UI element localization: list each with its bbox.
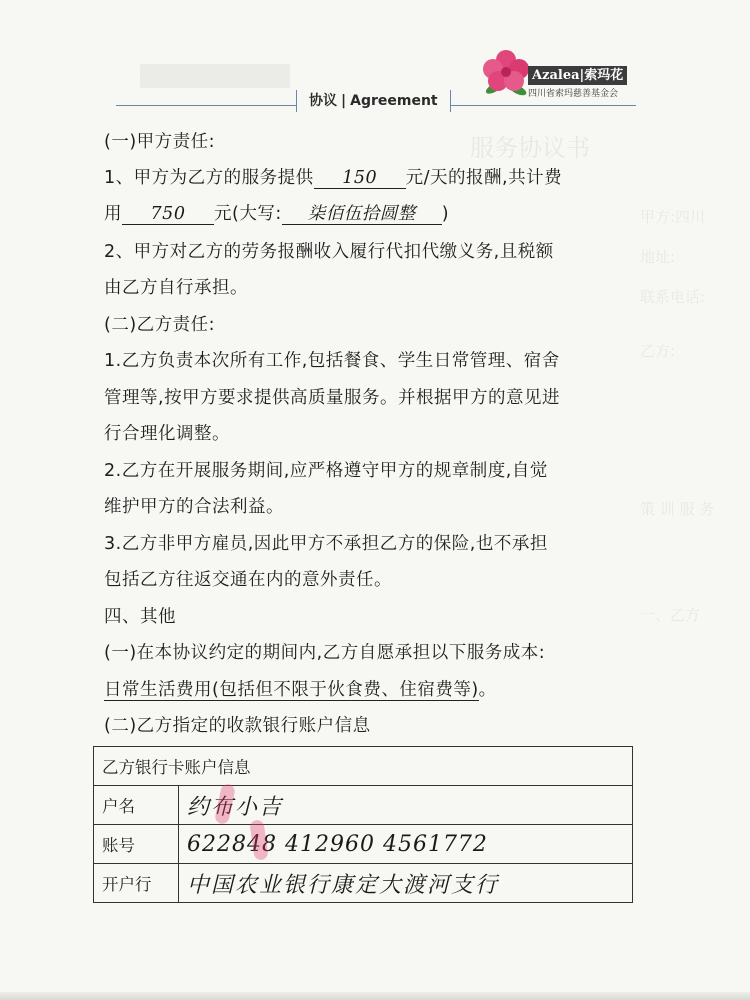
ghost-text: 一、乙方 xyxy=(640,606,701,624)
clause-b3-line1: 3.乙方非甲方雇员,因此甲方不承担乙方的保险,也不承担 xyxy=(104,534,548,554)
account-number-label: 账号 xyxy=(94,825,179,864)
title-en: Agreement xyxy=(350,93,438,109)
clause-b1-line1: 1.乙方负责本次所有工作,包括餐食、学生日常管理、宿舍 xyxy=(104,351,560,371)
scan-edge xyxy=(0,992,750,1000)
clause-other1: (一)在本协议约定的期间内,乙方自愿承担以下服务成本: xyxy=(104,643,546,663)
title-cn: 协议 xyxy=(309,93,337,109)
clause-b1-line2: 管理等,按甲方要求提供高质量服务。并根据甲方的意见进 xyxy=(104,388,561,408)
clause-a1-line2 xyxy=(104,202,449,226)
clause-b2-line2: 维护甲方的合法利益。 xyxy=(104,497,284,517)
section-other-title: 四、其他 xyxy=(104,607,176,627)
clause-text: 元(大写: xyxy=(214,204,282,224)
ghost-text: 地址: xyxy=(640,248,676,266)
section-party-b-title: (二)乙方责任: xyxy=(104,315,216,335)
clause-text: 元/天的报酬,共计费 xyxy=(405,168,563,188)
clause-text: ) xyxy=(441,204,450,224)
ghost-text: 乙方: xyxy=(640,342,676,360)
bank-account-table xyxy=(93,746,633,903)
title-separator: | xyxy=(341,93,347,109)
clause-a2-line1: 2、甲方对乙方的劳务报酬收入履行代扣代缴义务,且税额 xyxy=(104,242,554,262)
table-row xyxy=(94,825,633,864)
brand-label: Azalea|索玛花 xyxy=(528,66,627,85)
foundation-name: 四川省索玛慈善基金会 xyxy=(528,89,619,99)
total-fee-capital-field: 柒佰伍拾圆整 xyxy=(282,204,442,225)
service-cost-text: 日常生活费用(包括但不限于伙食费、住宿费等) xyxy=(104,680,479,700)
brand-cn: 索玛花 xyxy=(584,68,624,83)
ghost-text: 甲方:四川 xyxy=(640,208,706,226)
clause-other1-cost xyxy=(104,678,497,702)
bank-branch-label: 开户行 xyxy=(94,864,179,903)
clause-a2-line2: 由乙方自行承担。 xyxy=(104,278,248,298)
azalea-flower-icon xyxy=(480,48,532,100)
clause-text: 1、甲方为乙方的服务提供 xyxy=(104,168,314,188)
section-party-a-title: (一)甲方责任: xyxy=(104,132,216,152)
table-row xyxy=(94,786,633,825)
bank-branch-value: 中国农业银行康定大渡河支行 xyxy=(179,864,633,903)
clause-b2-line1: 2.乙方在开展服务期间,应严格遵守甲方的规章制度,自觉 xyxy=(104,461,548,481)
ghost-text: 联系电话: xyxy=(640,288,706,306)
account-number-value: 622848 412960 4561772 xyxy=(179,825,633,864)
table-row xyxy=(94,747,633,786)
ghost-text: 策 训 服 务 xyxy=(640,500,715,518)
account-name-label: 户名 xyxy=(94,786,179,825)
brand-en: Azalea xyxy=(532,68,580,83)
account-name-value: 约布小吉 xyxy=(179,786,633,825)
table-title: 乙方银行卡账户信息 xyxy=(94,747,633,786)
daily-rate-field: 150 xyxy=(314,168,406,189)
header-title xyxy=(296,90,451,112)
clause-text: 用 xyxy=(104,204,122,224)
clause-b1-line3: 行合理化调整。 xyxy=(104,424,230,444)
table-row xyxy=(94,864,633,903)
clause-b3-line2: 包括乙方往返交通在内的意外责任。 xyxy=(104,570,392,590)
ghost-text: 服务协议书 xyxy=(470,134,590,162)
total-fee-field: 750 xyxy=(122,204,214,225)
clause-text: 。 xyxy=(478,680,497,700)
azalea-logo xyxy=(476,48,636,104)
clause-a1-line1 xyxy=(104,166,562,190)
clause-other2: (二)乙方指定的收款银行账户信息 xyxy=(104,716,371,736)
ghost-stamp xyxy=(140,64,290,88)
